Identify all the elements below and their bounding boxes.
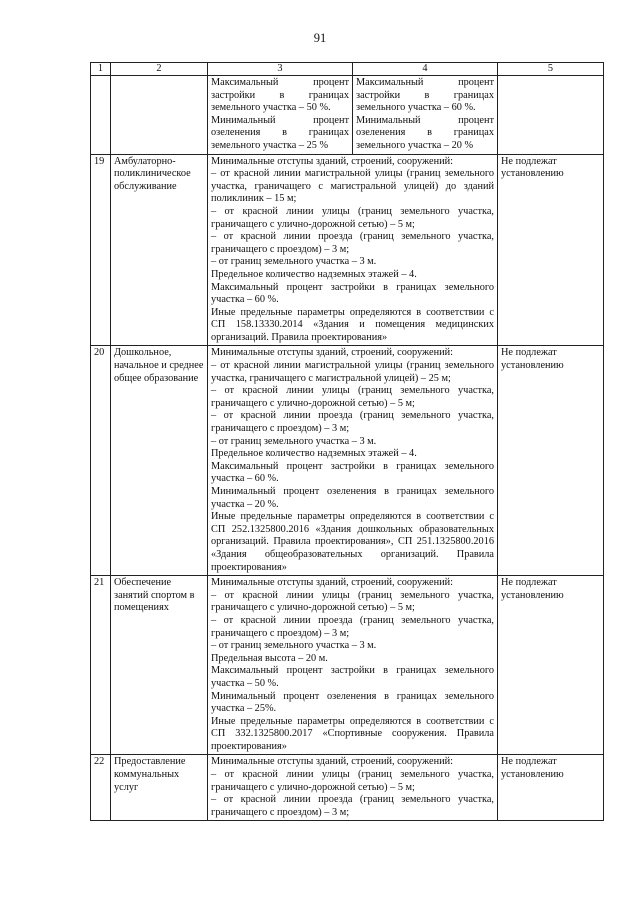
params-cell [208, 576, 498, 755]
row-name-cell: Обеспечение занятий спортом в помещениях [111, 576, 208, 755]
row-name-cell: Предоставление коммунальных услуг [111, 755, 208, 821]
param-line: Минимальный процент озеленения в границах земельного участка – 20 %. [211, 486, 494, 510]
table-row [91, 154, 604, 346]
row-number-cell: 22 [91, 755, 111, 821]
param-line: – от красной линии улицы (границ земельного участка, граничащего с улично-дорожной сетью) – 5 м; [211, 589, 494, 614]
param-line: – от границ земельного участка – 3 м. [211, 640, 377, 652]
param-line: Иные предельные параметры определяются в соответствии с СП 332.1325800.2017 «Спортивные сооружения. Правила проектирования» [211, 715, 494, 752]
param-line: – от границ земельного участка – 3 м. [211, 435, 377, 447]
row-number-cell [91, 76, 111, 155]
column-number-2: 2 [111, 63, 208, 76]
row-number-cell: 20 [91, 346, 111, 576]
param-line: – от границ земельного участка – 3 м. [211, 256, 377, 268]
param-line: Минимальные отступы зданий, строений, сооружений: [211, 347, 453, 359]
param-line: Минимальные отступы зданий, строений, сооружений: [211, 155, 453, 167]
param-line: Максимальный процент застройки в границах земельного участка – 60 %. [211, 281, 494, 306]
param-line: Предельное количество надземных этажей – 4. [211, 448, 417, 460]
continuation-col3-cell [208, 76, 353, 155]
column-number-1: 1 [91, 63, 111, 76]
param-line: Иные предельные параметры определяются в соответствии с СП 158.13330.2014 «Здания и помещения медицинских организаций. Правила проектирования» [211, 306, 494, 343]
param-line: Максимальный процент застройки в границах земельного участка – 50 %. [211, 77, 349, 114]
table-row [91, 576, 604, 755]
param-line: Предельная высота – 20 м. [211, 652, 328, 664]
note-cell [498, 76, 604, 155]
row-name-cell: Амбулаторно-поликлиническое обслуживание [111, 154, 208, 346]
continuation-row [91, 76, 604, 155]
row-number-cell: 19 [91, 154, 111, 346]
param-line: – от красной линии проезда (границ земельного участка, граничащего с проездом) – 3 м; [211, 794, 494, 818]
row-number-cell: 21 [91, 576, 111, 755]
column-number-4: 4 [353, 63, 498, 76]
param-line: – от красной линии магистральной улицы (границ земельного участка, граничащего с магистральной улицей) – 25 м; [211, 360, 494, 384]
column-number-5: 5 [498, 63, 604, 76]
param-line: – от красной линии проезда (границ земельного участка, граничащего с проездом) – 3 м; [211, 614, 494, 639]
params-cell [208, 154, 498, 346]
params-cell [208, 346, 498, 576]
param-line: Максимальный процент застройки в границах земельного участка – 60 %. [356, 77, 494, 114]
note-cell: Не подлежат установлению [498, 154, 604, 346]
param-line: Максимальный процент застройки в границах земельного участка – 50 %. [211, 665, 494, 689]
note-cell: Не подлежат установлению [498, 346, 604, 576]
param-line: – от красной линии проезда (границ земельного участка, граничащего с проездом) – 3 м; [211, 410, 494, 435]
page-number: 91 [313, 31, 327, 45]
table-row [91, 346, 604, 576]
param-line: – от красной линии улицы (границ земельного участка, граничащего с улично-дорожной сетью) – 5 м; [211, 385, 494, 409]
note-cell: Не подлежат установлению [498, 576, 604, 755]
param-line: – от красной линии магистральной улицы (границ земельного участка, граничащего с магистральной улицей) до зданий поликлиник – 15 м; [211, 168, 494, 205]
param-line: Минимальные отступы зданий, строений, сооружений: [211, 577, 453, 589]
table-header-row [91, 63, 604, 76]
param-line: – от красной линии улицы (границ земельного участка, граничащего с улично-дорожной сетью) – 5 м; [211, 205, 494, 230]
table-row [91, 755, 604, 821]
param-line: Предельное количество надземных этажей – 4. [211, 268, 417, 280]
note-cell: Не подлежат установлению [498, 755, 604, 821]
row-name-cell [111, 76, 208, 155]
regulations-table [90, 62, 604, 821]
param-line: Иные предельные параметры определяются в соответствии с СП 252.1325800.2016 «Здания дошкольных образовательных организаций. Правила проектирования», СП 251.1325800.2016 «Здания общеобразовательных организаций. Правила проектирования» [211, 511, 494, 573]
param-line: Максимальный процент застройки в границах земельного участка – 60 %. [211, 460, 494, 485]
param-line: Минимальный процент озеленения в границах земельного участка – 25%. [211, 690, 494, 715]
param-line: – от красной линии проезда (границ земельного участка, граничащего с проездом) – 3 м; [211, 231, 494, 255]
continuation-col4-cell [353, 76, 498, 155]
param-line: Минимальный процент озеленения в границах земельного участка – 20 % [356, 114, 494, 151]
param-line: Минимальные отступы зданий, строений, сооружений: [211, 756, 453, 768]
param-line: Минимальный процент озеленения в границах земельного участка – 25 % [211, 114, 349, 151]
param-line: – от красной линии улицы (границ земельного участка, граничащего с улично-дорожной сетью) – 5 м; [211, 769, 494, 793]
params-cell [208, 755, 498, 821]
row-name-cell: Дошкольное, начальное и среднее общее образование [111, 346, 208, 576]
column-number-3: 3 [208, 63, 353, 76]
